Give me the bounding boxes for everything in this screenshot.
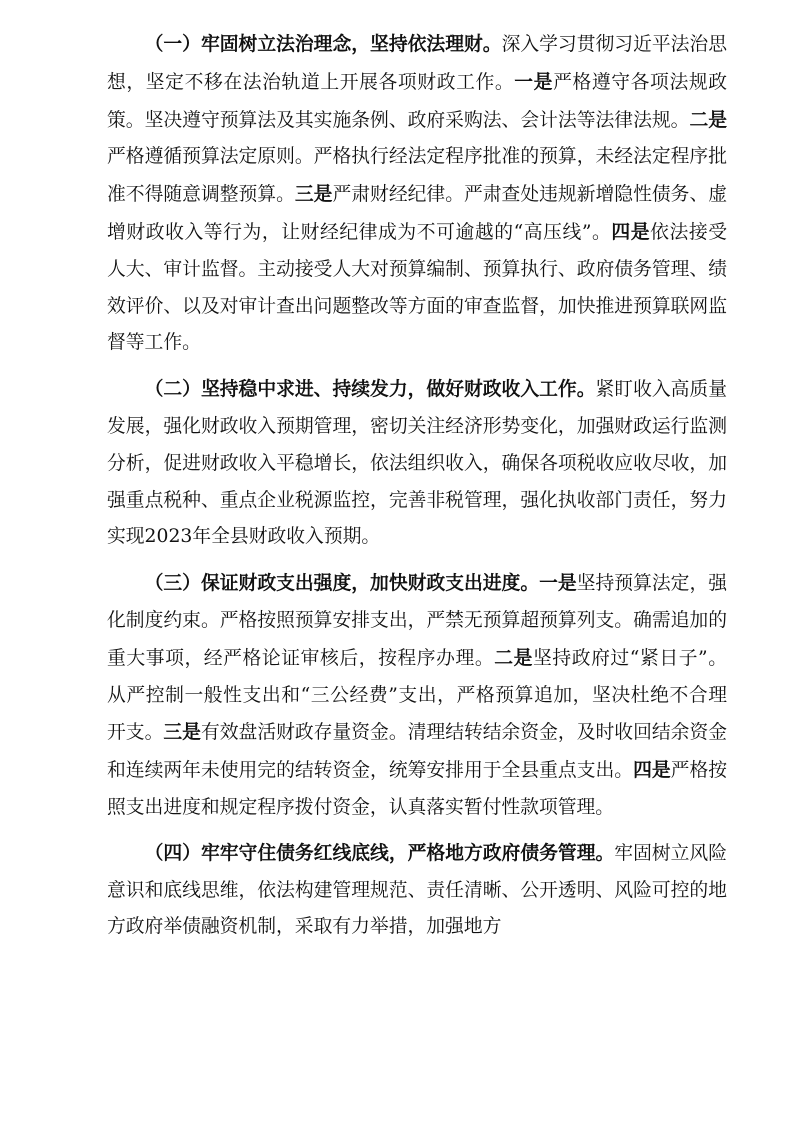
section-3-paragraph xyxy=(107,565,727,827)
section-1-text: 严格遵循预算法定原则。严格执行经法定程序批准的预算，未经法定程序批准不得随意调整预算。 xyxy=(107,146,727,206)
section-2-paragraph xyxy=(107,371,727,556)
section-4-text: 牢固树立风险意识和底线思维，依法构建管理规范、责任清晰、公开透明、风险可控的地方政府举债融资机制，采取有力举措，加强地方 xyxy=(107,842,727,938)
section-1-paragraph xyxy=(107,26,727,362)
section-1-text: 依法接受人大、审计监督。主动接受人大对预算编制、预算执行、政府债务管理、绩效评价、以及对审计查出问题整改等方面的审查监督，加快推进预算联网监督等工作。 xyxy=(107,221,728,354)
item-marker: 三是 xyxy=(163,721,201,744)
section-1-text: 深入学习贯彻习近平法治思想，坚定不移在法治轨道上开展各项财政工作。 xyxy=(107,34,728,93)
section-4-heading: （四）牢牢守住债务红线底线，严格地方政府债务管理。 xyxy=(144,841,615,864)
item-marker: 四是 xyxy=(611,220,651,243)
section-4-paragraph xyxy=(107,835,727,946)
section-3-heading: （三）保证财政支出强度，加快财政支出进度。 xyxy=(144,572,540,595)
section-1-heading: （一）牢固树立法治理念，坚持依法理财。 xyxy=(144,33,502,55)
item-marker: 三是 xyxy=(294,183,333,206)
item-marker: 一是 xyxy=(539,572,577,595)
document-page xyxy=(107,26,727,955)
section-3-text: 有效盘活财政存量资金。清理结转结余资金，及时收回结余资金和连续两年未使用完的结转资金，统筹安排用于全县重点支出。 xyxy=(107,722,728,782)
section-3-text: 坚持预算法定，强化制度约束。严格按照预算安排支出，严禁无预算超预算列支。确需追加的重大事项，经严格论证审核后，按程序办理。 xyxy=(107,573,728,669)
section-3-text: 坚持政府过“紧日子”。从严控制一般性支出和“三公经费”支出，严格预算追加，坚决杜绝不合理开支。 xyxy=(107,647,728,744)
section-3-text: 严格按照支出进度和规定程序拨付资金，认真落实暂付性款项管理。 xyxy=(107,760,728,818)
section-2-text: 紧盯收入高质量发展，强化财政收入预期管理，密切关注经济形势变化，加强财政运行监测分析，促进财政收入平稳增长，依法组织收入，确保各项税收应收尽收，加强重点税种、重点企业税源监控，完善非税管理，强化执收部门责任，努力实现2023年全县财政收入预期。 xyxy=(107,379,728,548)
item-marker: 四是 xyxy=(633,759,671,782)
section-1-text: 严格遵守各项法规政策。坚决遵守预算法及其实施条例、政府采购法、会计法等法律法规。 xyxy=(107,71,728,131)
item-marker: 一是 xyxy=(514,70,554,93)
section-1-text: 严肃财经纪律。严肃查处违规新增隐性债务、虚增财政收入等行为，让财经纪律成为不可逾越的“高压线”。 xyxy=(107,184,728,243)
item-marker: 二是 xyxy=(494,646,533,669)
section-2-heading: （二）坚持稳中求进、持续发力，做好财政收入工作。 xyxy=(144,378,596,401)
item-marker: 二是 xyxy=(689,108,728,131)
